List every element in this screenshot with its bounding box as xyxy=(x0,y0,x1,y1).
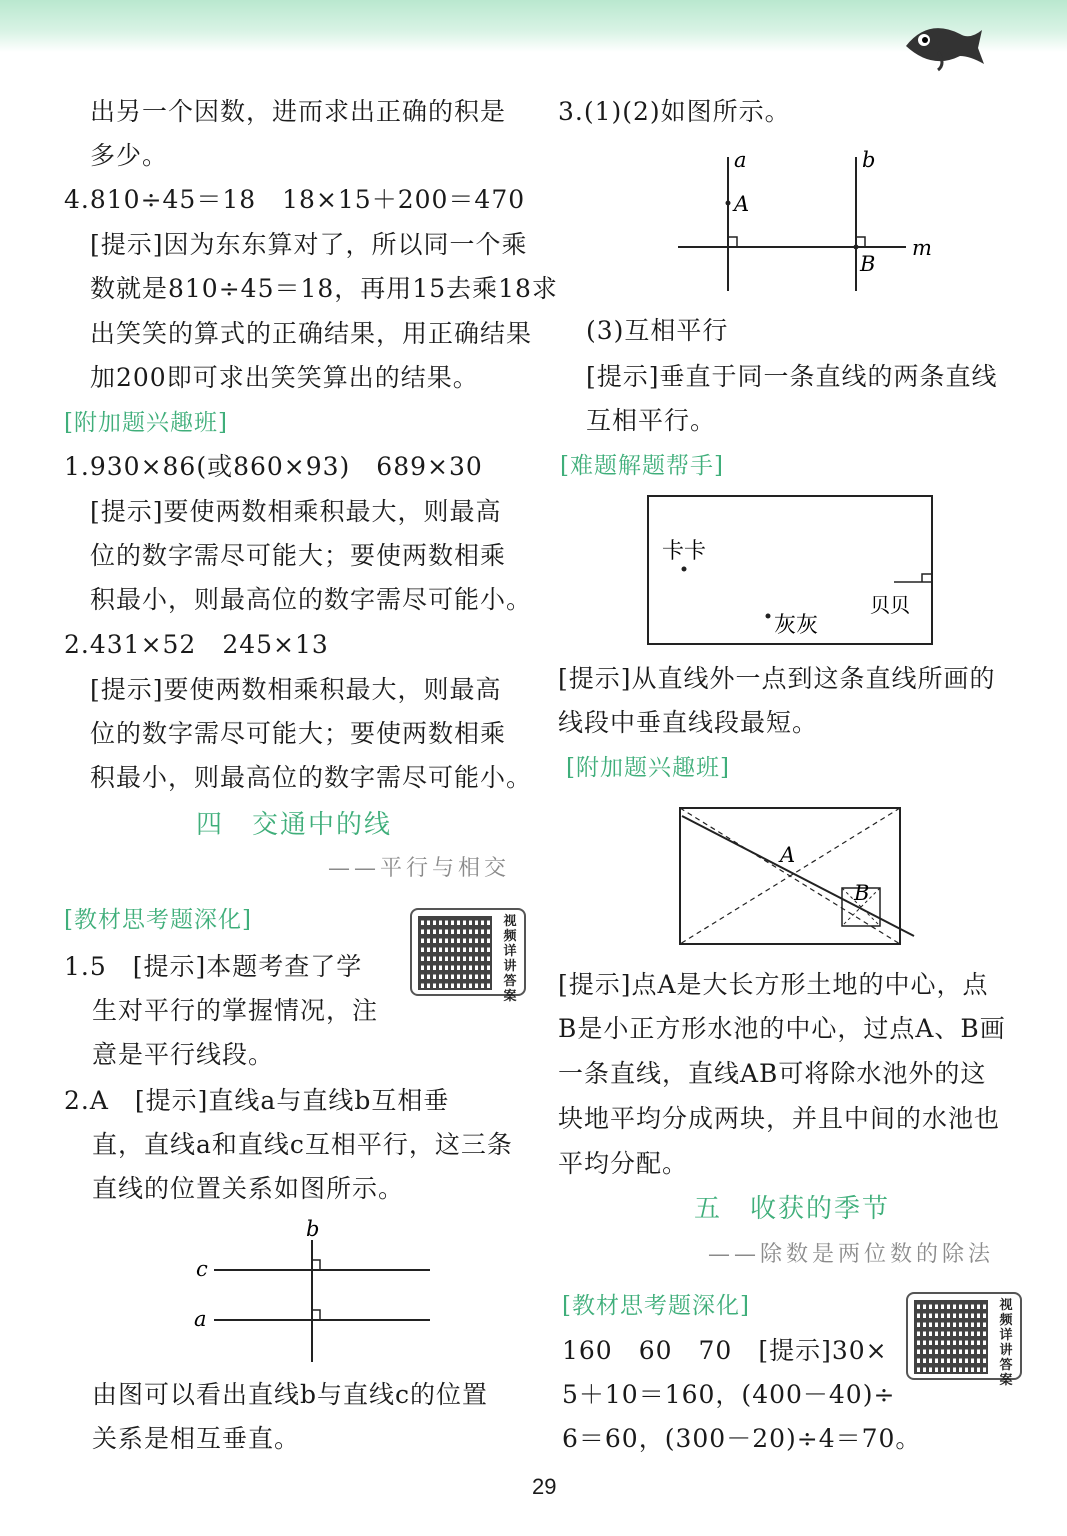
hint-line: 积最小，则最高位的数字需尽可能小。 xyxy=(90,585,533,614)
answer-line: 2.431×52 245×13 xyxy=(64,630,329,659)
label-B: B xyxy=(854,881,870,905)
qr-pattern xyxy=(914,1300,988,1374)
hint-line: 平均分配。 xyxy=(558,1149,689,1178)
hint-line: 出笑笑的算式的正确结果，用正确结果 xyxy=(90,319,533,348)
hint-line: 意是平行线段。 xyxy=(92,1040,275,1069)
hint-line: [提示]从直线外一点到这条直线所画的 xyxy=(558,664,996,693)
hint-line: 加200即可求出笑笑算出的结果。 xyxy=(90,363,479,392)
unit-title: 四 交通中的线 xyxy=(196,810,393,840)
label-b: b xyxy=(306,1217,320,1241)
hint-line: 块地平均分成两块，并且中间的水池也 xyxy=(558,1104,1001,1133)
label-A: A xyxy=(780,843,796,867)
section-label-textbook: [教材思考题深化] xyxy=(562,1293,750,1319)
section-label-extra: [附加题兴趣班] xyxy=(64,410,228,436)
hint-line: [提示]要使两数相乘积最大，则最高 xyxy=(90,675,502,704)
hint-line: 直，直线a和直线c互相平行，这三条 xyxy=(92,1130,513,1159)
answer-line: (3)互相平行 xyxy=(586,316,729,345)
hint-line: 互相平行。 xyxy=(586,406,717,435)
text-line: 由图可以看出直线b与直线c的位置 xyxy=(92,1380,489,1409)
answer-line: 3.(1)(2)如图所示。 xyxy=(558,97,791,126)
section-label-hard: [难题解题帮手] xyxy=(560,453,724,479)
label-A: A xyxy=(734,192,750,216)
page-number: 29 xyxy=(532,1474,557,1499)
answer-line: 2.A [提示]直线a与直线b互相垂 xyxy=(64,1086,450,1115)
label-m: m xyxy=(912,236,932,260)
answer-line: 1.930×86(或860×93) 689×30 xyxy=(64,452,483,481)
parallel-lines-figure xyxy=(180,1210,440,1370)
qr-label: 视频详讲答案 xyxy=(999,1298,1013,1388)
hint-line: 数就是810÷45＝18，再用15去乘18求 xyxy=(90,274,558,303)
fish-icon xyxy=(898,12,988,74)
label-a: a xyxy=(734,148,747,172)
label-b: b xyxy=(862,148,876,172)
qr-code[interactable] xyxy=(410,908,526,1004)
label-kaka: 卡卡 xyxy=(662,539,707,564)
qr-pattern xyxy=(418,916,492,990)
label-beibei: 贝贝 xyxy=(870,593,910,617)
answer-line: 4.810÷45＝18 18×15＋200＝470 xyxy=(64,185,526,214)
label-a: a xyxy=(194,1307,207,1331)
qr-label: 视频详讲答案 xyxy=(503,914,517,1004)
hint-line: 线段中垂直线段最短。 xyxy=(558,708,819,737)
label-B: B xyxy=(860,252,876,276)
unit-title: 五 收获的季节 xyxy=(694,1194,891,1224)
hint-line: [提示]点A是大长方形土地的中心，点 xyxy=(558,970,989,999)
hint-line: [提示]因为东东算对了，所以同一个乘 xyxy=(90,230,528,259)
label-huihui: 灰灰 xyxy=(774,613,819,638)
section-label-textbook: [教材思考题深化] xyxy=(64,907,252,933)
text-line: 关系是相互垂直。 xyxy=(92,1424,301,1453)
shortest-path-figure xyxy=(646,494,936,648)
land-division-figure xyxy=(660,800,920,950)
answer-line: 160 60 70 [提示]30× xyxy=(562,1336,888,1365)
unit-subtitle: ——除数是两位数的除法 xyxy=(708,1242,995,1267)
hint-line: 生对平行的掌握情况，注 xyxy=(92,996,379,1025)
unit-subtitle: ——平行与相交 xyxy=(328,856,511,881)
hint-line: [提示]要使两数相乘积最大，则最高 xyxy=(90,497,502,526)
answer-line: 1.5 [提示]本题考查了学 xyxy=(64,952,363,981)
hint-line: 直线的位置关系如图所示。 xyxy=(92,1174,405,1203)
hint-line: 位的数字需尽可能大；要使两数相乘 xyxy=(90,541,507,570)
hint-line: 位的数字需尽可能大；要使两数相乘 xyxy=(90,719,507,748)
hint-line: B是小正方形水池的中心，过点A、B画 xyxy=(558,1014,1006,1043)
hint-line: 一条直线，直线AB可将除水池外的这 xyxy=(558,1059,987,1088)
hint-line: [提示]垂直于同一条直线的两条直线 xyxy=(586,362,998,391)
section-label-extra: [附加题兴趣班] xyxy=(566,755,730,781)
text-line: 多少。 xyxy=(90,141,169,170)
label-c: c xyxy=(196,1257,208,1281)
hint-line: 6＝60，(300－20)÷4＝70。 xyxy=(562,1424,922,1453)
perpendicular-figure xyxy=(670,145,940,295)
hint-line: 积最小，则最高位的数字需尽可能小。 xyxy=(90,763,533,792)
hint-line: 5＋10＝160，(400－40)÷ xyxy=(562,1380,896,1409)
text-line: 出另一个因数，进而求出正确的积是 xyxy=(90,97,507,126)
qr-code[interactable] xyxy=(906,1292,1022,1388)
